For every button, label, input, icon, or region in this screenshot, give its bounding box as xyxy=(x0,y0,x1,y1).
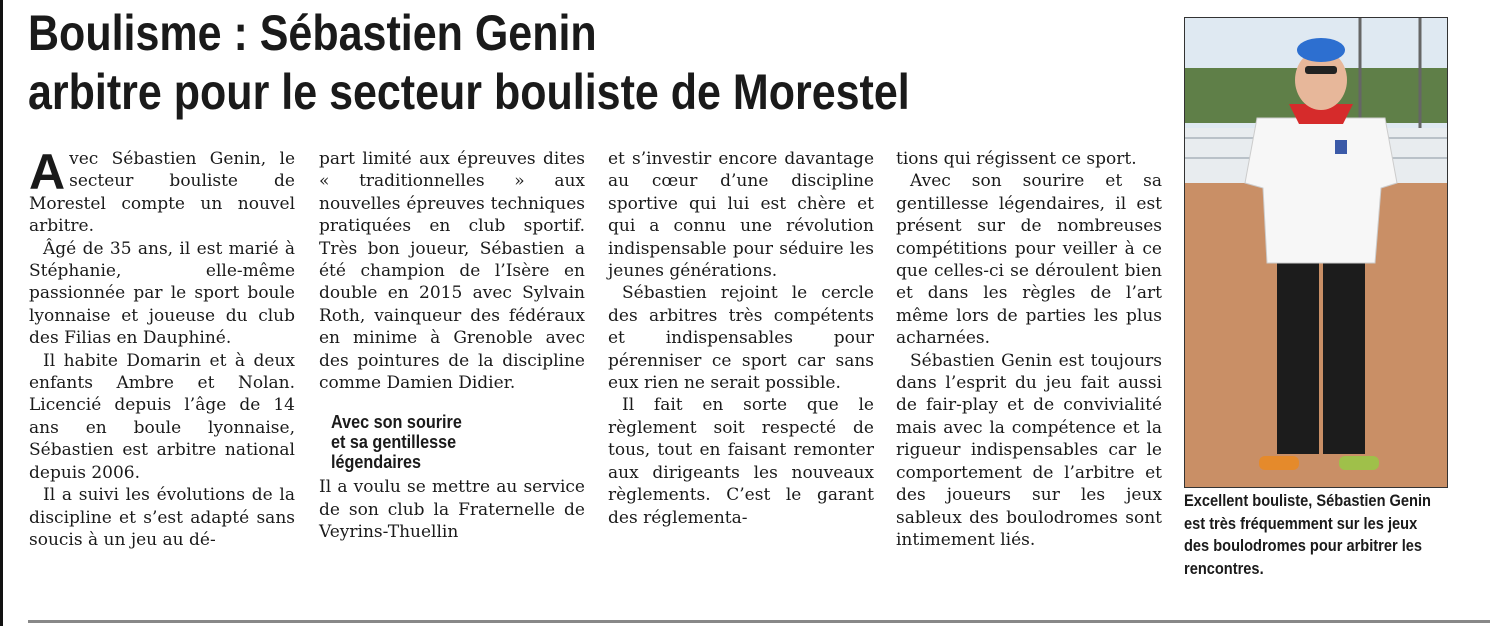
paragraph-12: Sébastien Genin est toujours dans l’esprit du jeu fait aussi de fair-play et de convivialité mais avec la compétence et la rigueur indispensables car le comportement de l’arbitre et des joueurs sur les jeux sableux des boulodromes sont intimement liés. xyxy=(896,350,1162,550)
paragraph-7: et s’investir encore davantage au cœur d’une discipline sportive qui lui est chère et qui a connu une révolution indispensable pour séduire les jeunes générations. xyxy=(608,149,874,282)
paragraph-4: Il a suivi les évolutions de la discipline et s’est adapté sans soucis à un jeu au dé- xyxy=(29,485,295,550)
bottom-divider xyxy=(28,620,1490,623)
headline-line-2: arbitre pour le secteur bouliste de Morestel xyxy=(28,64,910,120)
headline xyxy=(28,4,1008,122)
article-column-1 xyxy=(29,144,295,551)
photo-caption: Excellent bouliste, Sébastien Genin est très fréquemment sur les jeux des boulodromes pour arbitrer les rencontres. xyxy=(1184,491,1431,578)
subheading xyxy=(331,412,560,472)
paragraph-11: Avec son sourire et sa gentillesse légendaires, il est présent sur de nombreuses compétitions pour veiller à ce que celles-ci se déroulent bien et dans les règles de l’art même lors de parties les plus acharnées. xyxy=(896,171,1162,349)
paragraph-5: part limité aux épreuves dites « traditionnelles » aux nouvelles épreuves techniques pratiquées en club sportif. Très bon joueur, Sébastien a été champion de l’Isère en double en 2015 avec Sylvain Roth, vainqueur des fédéraux en minime à Grenoble avec des pointures de la discipline comme Damien Didier. xyxy=(319,149,585,394)
subheading-line-1: Avec son sourire xyxy=(331,412,462,433)
subheading-line-2: et sa gentillesse xyxy=(331,432,457,453)
referee-photo xyxy=(1184,17,1448,488)
paragraph-8: Sébastien rejoint le cercle des arbitres très compétents et indispensables pour pérenniser ce sport car sans eux rien ne serait possible. xyxy=(608,283,874,394)
paragraph-10: tions qui régissent ce sport. xyxy=(896,149,1137,169)
paragraph-1-text: vec Sébastien Genin, le secteur bouliste de Morestel compte un nouvel arbitre. xyxy=(29,149,295,237)
subheading-line-3: légendaires xyxy=(331,452,422,473)
left-frame-border xyxy=(0,0,3,626)
article-column-3 xyxy=(608,148,874,529)
drop-cap: A xyxy=(29,144,66,200)
paragraph-2: Âgé de 35 ans, il est marié à Stéphanie, elle-même passionnée par le sport boule lyonnaise et joueuse du club des Filias en Dauphiné. xyxy=(29,238,295,349)
paragraph-6: Il a voulu se mettre au service de son club la Fraternelle de Veyrins-Thuellin xyxy=(319,477,585,543)
paragraph-9: Il fait en sorte que le règlement soit respecté de tous, tout en faisant remonter aux dirigeants les nouveaux règlements. C’est le garant des réglementa- xyxy=(608,395,874,528)
article-column-2 xyxy=(319,148,585,544)
headline-line-1: Boulisme : Sébastien Genin xyxy=(28,5,597,61)
article-column-4 xyxy=(896,148,1162,551)
paragraph-1 xyxy=(29,144,295,238)
paragraph-3: Il habite Domarin et à deux enfants Ambre et Nolan. Licencié depuis l’âge de 14 ans en boule lyonnaise, Sébastien est arbitre national depuis 2006. xyxy=(29,350,295,483)
